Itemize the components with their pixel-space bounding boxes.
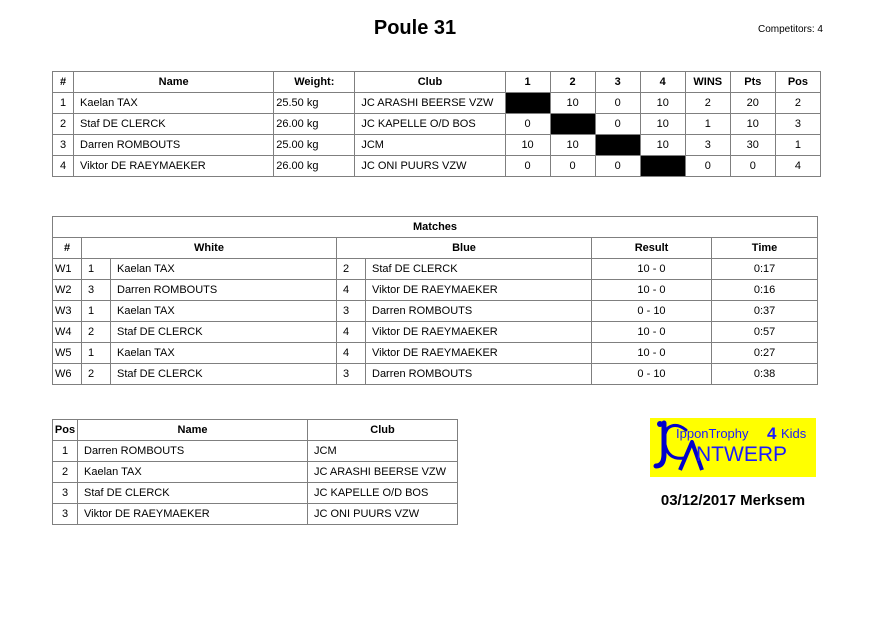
match-id: W4 bbox=[53, 322, 82, 343]
pool-cell-points: 30 bbox=[730, 135, 775, 156]
matches-header-time: Time bbox=[712, 238, 818, 259]
ranking-header-row bbox=[53, 420, 458, 441]
match-white-num: 2 bbox=[82, 322, 111, 343]
pool-table bbox=[52, 71, 821, 177]
ranking-pos: 1 bbox=[53, 441, 78, 462]
pool-cell-num: 2 bbox=[53, 114, 74, 135]
ranking-row bbox=[53, 462, 458, 483]
pool-cell-weight: 25.50 kg bbox=[274, 93, 355, 114]
pool-cell-position: 2 bbox=[775, 93, 820, 114]
pool-cell-weight: 26.00 kg bbox=[274, 114, 355, 135]
ranking-club: JC KAPELLE O/D BOS bbox=[308, 483, 458, 504]
pool-header-score-2: 2 bbox=[550, 72, 595, 93]
match-white-num: 1 bbox=[82, 259, 111, 280]
pool-cell-blocked bbox=[550, 114, 595, 135]
pool-cell-num: 1 bbox=[53, 93, 74, 114]
pool-cell-score: 10 bbox=[640, 114, 685, 135]
pool-cell-score: 10 bbox=[640, 93, 685, 114]
ranking-row bbox=[53, 441, 458, 462]
matches-header-blue: Blue bbox=[337, 238, 592, 259]
match-blue-name: Viktor DE RAEYMAEKER bbox=[366, 343, 592, 364]
match-result: 10 - 0 bbox=[592, 280, 712, 301]
pool-cell-score: 0 bbox=[505, 114, 550, 135]
competitors-count: Competitors: 4 bbox=[757, 24, 823, 35]
match-white-name: Kaelan TAX bbox=[111, 301, 337, 322]
match-white-num: 2 bbox=[82, 364, 111, 385]
match-blue-num: 4 bbox=[337, 280, 366, 301]
pool-cell-score: 10 bbox=[640, 135, 685, 156]
pool-cell-weight: 26.00 kg bbox=[274, 156, 355, 177]
pool-cell-score: 10 bbox=[505, 135, 550, 156]
pool-cell-position: 3 bbox=[775, 114, 820, 135]
logo-line1: IpponTrophy bbox=[676, 426, 749, 441]
matches-table bbox=[52, 216, 818, 385]
ranking-club: JC ONI PUURS VZW bbox=[308, 504, 458, 525]
pool-row bbox=[53, 114, 821, 135]
match-blue-name: Viktor DE RAEYMAEKER bbox=[366, 280, 592, 301]
match-blue-num: 4 bbox=[337, 343, 366, 364]
logo-kids: Kids bbox=[781, 426, 807, 441]
logo-four: 4 bbox=[767, 424, 777, 443]
page-title: Poule 31 bbox=[373, 17, 457, 39]
pool-header-score-1: 1 bbox=[505, 72, 550, 93]
match-time: 0:38 bbox=[712, 364, 818, 385]
pool-cell-blocked bbox=[640, 156, 685, 177]
pool-cell-name: Darren ROMBOUTS bbox=[74, 135, 274, 156]
match-blue-name: Staf DE CLERCK bbox=[366, 259, 592, 280]
match-white-name: Staf DE CLERCK bbox=[111, 322, 337, 343]
match-time: 0:37 bbox=[712, 301, 818, 322]
pool-cell-wins: 0 bbox=[685, 156, 730, 177]
pool-cell-wins: 2 bbox=[685, 93, 730, 114]
pool-header-num: # bbox=[53, 72, 74, 93]
pool-cell-name: Staf DE CLERCK bbox=[74, 114, 274, 135]
pool-cell-score: 0 bbox=[550, 156, 595, 177]
match-time: 0:17 bbox=[712, 259, 818, 280]
ranking-name: Staf DE CLERCK bbox=[78, 483, 308, 504]
match-result: 0 - 10 bbox=[592, 364, 712, 385]
match-blue-name: Viktor DE RAEYMAEKER bbox=[366, 322, 592, 343]
match-blue-name: Darren ROMBOUTS bbox=[366, 364, 592, 385]
match-id: W3 bbox=[53, 301, 82, 322]
pool-cell-club: JCM bbox=[355, 135, 505, 156]
pool-cell-wins: 1 bbox=[685, 114, 730, 135]
pool-cell-name: Viktor DE RAEYMAEKER bbox=[74, 156, 274, 177]
match-id: W1 bbox=[53, 259, 82, 280]
match-blue-name: Darren ROMBOUTS bbox=[366, 301, 592, 322]
pool-cell-name: Kaelan TAX bbox=[74, 93, 274, 114]
match-white-name: Darren ROMBOUTS bbox=[111, 280, 337, 301]
match-id: W5 bbox=[53, 343, 82, 364]
pool-row bbox=[53, 135, 821, 156]
ranking-pos: 2 bbox=[53, 462, 78, 483]
pool-header-wins: WINS bbox=[685, 72, 730, 93]
match-white-num: 1 bbox=[82, 301, 111, 322]
ranking-table bbox=[52, 419, 458, 525]
pool-cell-score: 0 bbox=[595, 93, 640, 114]
pool-header-score-3: 3 bbox=[595, 72, 640, 93]
matches-title: Matches bbox=[53, 217, 818, 238]
pool-cell-weight: 25.00 kg bbox=[274, 135, 355, 156]
ranking-pos: 3 bbox=[53, 504, 78, 525]
ranking-name: Kaelan TAX bbox=[78, 462, 308, 483]
match-white-num: 3 bbox=[82, 280, 111, 301]
pool-cell-position: 1 bbox=[775, 135, 820, 156]
ranking-header-club: Club bbox=[308, 420, 458, 441]
match-row bbox=[53, 322, 818, 343]
ranking-club: JCM bbox=[308, 441, 458, 462]
match-row bbox=[53, 343, 818, 364]
pool-cell-points: 0 bbox=[730, 156, 775, 177]
match-result: 10 - 0 bbox=[592, 259, 712, 280]
match-blue-num: 3 bbox=[337, 301, 366, 322]
ippontrophy-logo bbox=[650, 418, 816, 477]
pool-cell-club: JC KAPELLE O/D BOS bbox=[355, 114, 505, 135]
match-row bbox=[53, 364, 818, 385]
pool-cell-position: 4 bbox=[775, 156, 820, 177]
match-result: 0 - 10 bbox=[592, 301, 712, 322]
ranking-pos: 3 bbox=[53, 483, 78, 504]
pool-cell-score: 0 bbox=[595, 156, 640, 177]
pool-cell-blocked bbox=[505, 93, 550, 114]
match-row bbox=[53, 280, 818, 301]
match-id: W6 bbox=[53, 364, 82, 385]
pool-row bbox=[53, 93, 821, 114]
ranking-name: Darren ROMBOUTS bbox=[78, 441, 308, 462]
match-row bbox=[53, 301, 818, 322]
match-row bbox=[53, 259, 818, 280]
matches-header-num: # bbox=[53, 238, 82, 259]
match-white-num: 1 bbox=[82, 343, 111, 364]
match-result: 10 - 0 bbox=[592, 343, 712, 364]
match-time: 0:16 bbox=[712, 280, 818, 301]
pool-cell-score: 10 bbox=[550, 93, 595, 114]
pool-cell-club: JC ARASHI BEERSE VZW bbox=[355, 93, 505, 114]
matches-header-result: Result bbox=[592, 238, 712, 259]
match-white-name: Kaelan TAX bbox=[111, 343, 337, 364]
match-result: 10 - 0 bbox=[592, 322, 712, 343]
match-time: 0:57 bbox=[712, 322, 818, 343]
matches-header-row bbox=[53, 238, 818, 259]
pool-row bbox=[53, 156, 821, 177]
matches-header-white: White bbox=[82, 238, 337, 259]
pool-cell-club: JC ONI PUURS VZW bbox=[355, 156, 505, 177]
ranking-row bbox=[53, 504, 458, 525]
pool-header-weight: Weight: bbox=[274, 72, 355, 93]
logo-graphic bbox=[650, 418, 816, 477]
pool-cell-score: 0 bbox=[505, 156, 550, 177]
pool-header-row bbox=[53, 72, 821, 93]
event-date-location: 03/12/2017 Merksem bbox=[660, 492, 806, 509]
logo-line2: NTWERP bbox=[696, 443, 787, 466]
match-blue-num: 2 bbox=[337, 259, 366, 280]
pool-header-position: Pos bbox=[775, 72, 820, 93]
matches-title-row bbox=[53, 217, 818, 238]
pool-cell-wins: 3 bbox=[685, 135, 730, 156]
ranking-club: JC ARASHI BEERSE VZW bbox=[308, 462, 458, 483]
pool-header-club: Club bbox=[355, 72, 505, 93]
match-blue-num: 4 bbox=[337, 322, 366, 343]
pool-header-name: Name bbox=[74, 72, 274, 93]
ranking-header-name: Name bbox=[78, 420, 308, 441]
match-blue-num: 3 bbox=[337, 364, 366, 385]
pool-header-points: Pts bbox=[730, 72, 775, 93]
match-white-name: Kaelan TAX bbox=[111, 259, 337, 280]
ranking-header-pos: Pos bbox=[53, 420, 78, 441]
match-white-name: Staf DE CLERCK bbox=[111, 364, 337, 385]
pool-cell-score: 10 bbox=[550, 135, 595, 156]
pool-cell-score: 0 bbox=[595, 114, 640, 135]
pool-cell-points: 10 bbox=[730, 114, 775, 135]
match-time: 0:27 bbox=[712, 343, 818, 364]
ranking-row bbox=[53, 483, 458, 504]
pool-header-score-4: 4 bbox=[640, 72, 685, 93]
ranking-name: Viktor DE RAEYMAEKER bbox=[78, 504, 308, 525]
pool-cell-blocked bbox=[595, 135, 640, 156]
pool-cell-points: 20 bbox=[730, 93, 775, 114]
pool-cell-num: 4 bbox=[53, 156, 74, 177]
pool-cell-num: 3 bbox=[53, 135, 74, 156]
match-id: W2 bbox=[53, 280, 82, 301]
